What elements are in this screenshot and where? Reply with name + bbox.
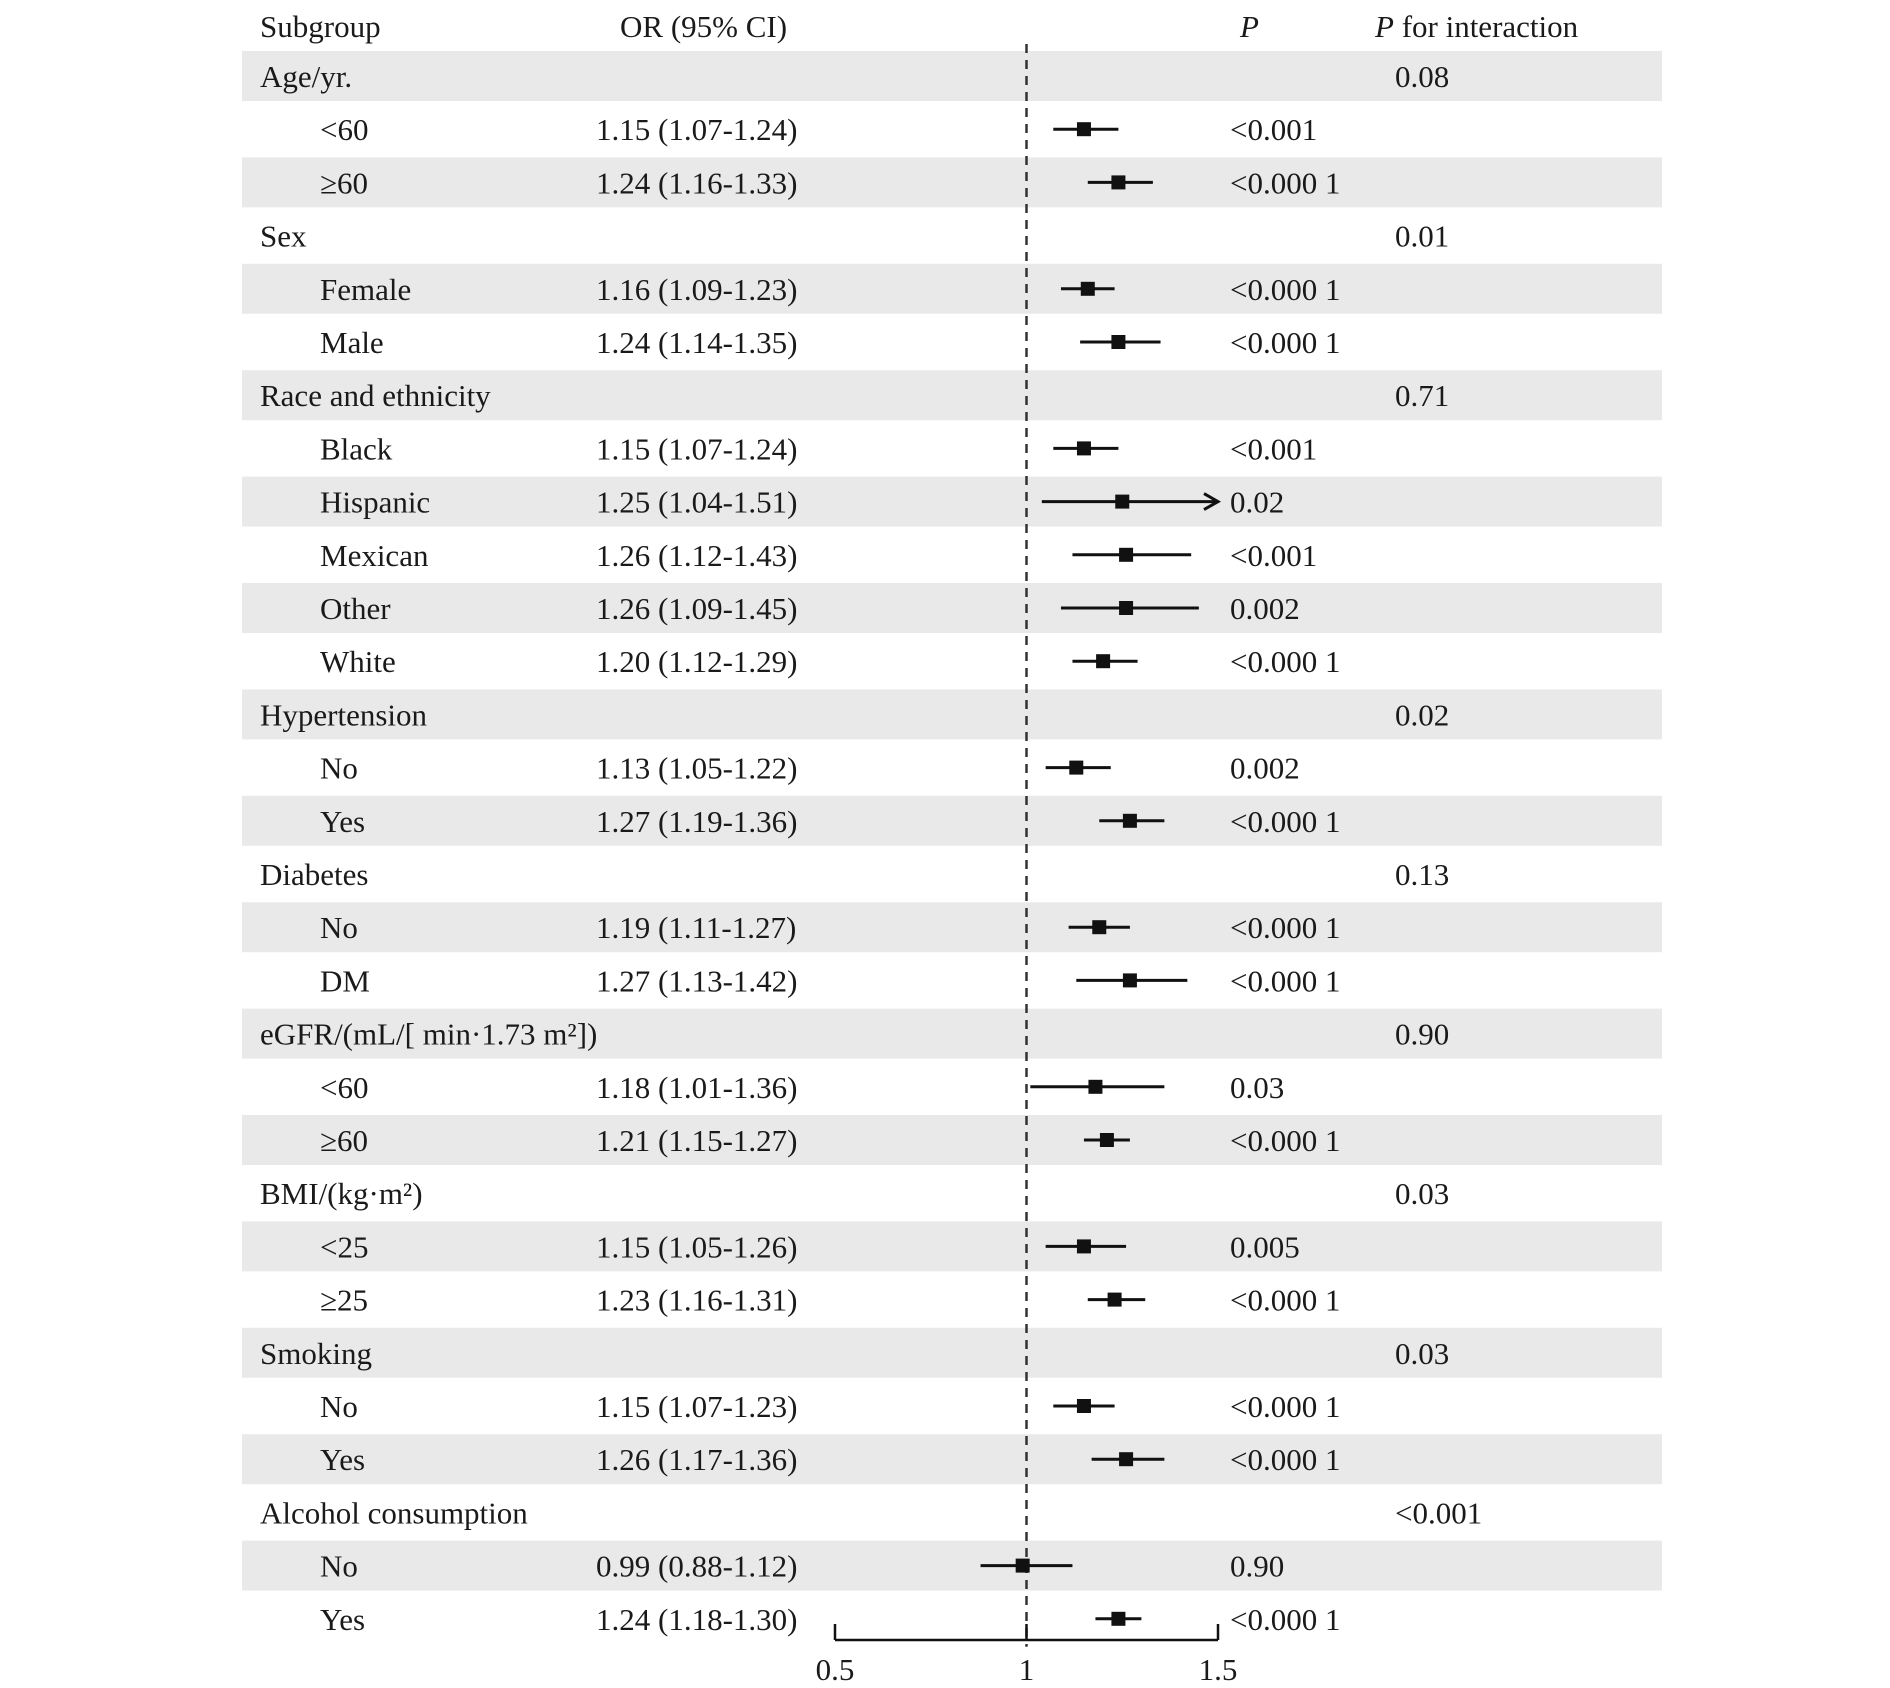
or-point	[1115, 495, 1129, 509]
row-band	[242, 477, 1662, 527]
or-point	[1016, 1559, 1030, 1573]
subgroup-row	[320, 963, 1340, 998]
or-ci-text: 1.26 (1.17-1.36)	[596, 1442, 798, 1478]
subgroup-label: White	[320, 644, 396, 680]
subgroup-label: Other	[320, 591, 391, 626]
p-interaction-value: 0.03	[1395, 1176, 1450, 1212]
p-interaction-value: 0.90	[1395, 1016, 1450, 1052]
or-ci-text: 1.21 (1.15-1.27)	[596, 1123, 798, 1158]
or-ci-text: 1.15 (1.07-1.23)	[596, 1389, 798, 1424]
or-ci-text: 1.27 (1.19-1.36)	[596, 803, 798, 839]
group-label: eGFR/(mL/[ min·1.73 m²])	[260, 1016, 598, 1052]
p-value: <0.000 1	[1230, 963, 1341, 999]
subgroup-label: Mexican	[320, 537, 429, 573]
subgroup-label: <25	[320, 1229, 369, 1265]
or-point	[1119, 601, 1133, 615]
p-value: <0.001	[1230, 537, 1318, 573]
or-point	[1081, 282, 1095, 296]
subgroup-label: <60	[320, 1069, 369, 1105]
subgroup-row	[320, 644, 1340, 679]
p-value: <0.000 1	[1230, 271, 1341, 307]
or-point	[1088, 1080, 1102, 1094]
group-label: BMI/(kg·m²)	[260, 1176, 423, 1212]
header-or-ci: OR (95% CI)	[620, 9, 788, 44]
group-row	[260, 219, 1449, 254]
subgroup-label: No	[320, 910, 358, 946]
subgroup-label: Yes	[320, 1601, 366, 1637]
p-interaction-value: 0.13	[1395, 857, 1450, 892]
subgroup-label: Yes	[320, 803, 366, 839]
p-value: <0.000 1	[1230, 1442, 1341, 1478]
group-label: Hypertension	[260, 697, 428, 733]
or-point	[1119, 548, 1133, 562]
row-band	[242, 796, 1662, 846]
p-interaction-value: 0.01	[1395, 218, 1450, 254]
row-band	[242, 157, 1662, 207]
subgroup-label: Male	[320, 325, 384, 360]
or-ci-text: 1.19 (1.11-1.27)	[596, 910, 797, 946]
or-ci-text: 0.99 (0.88-1.12)	[596, 1548, 798, 1584]
p-value: <0.000 1	[1230, 325, 1341, 360]
subgroup-row	[320, 112, 1317, 147]
p-value: <0.000 1	[1230, 1123, 1341, 1158]
subgroup-label: Hispanic	[320, 484, 431, 520]
row-band	[242, 1434, 1662, 1484]
or-point	[1108, 1293, 1122, 1307]
subgroup-label: Black	[320, 431, 393, 467]
subgroup-row	[320, 538, 1317, 573]
or-ci-text: 1.13 (1.05-1.22)	[596, 750, 798, 786]
subgroup-row	[320, 1070, 1284, 1105]
group-label: Smoking	[260, 1335, 372, 1371]
p-value: 0.002	[1230, 750, 1300, 786]
p-interaction-value: 0.03	[1395, 1335, 1450, 1371]
or-ci-text: 1.26 (1.12-1.43)	[596, 537, 798, 573]
group-row	[260, 1176, 1449, 1211]
p-value: 0.03	[1230, 1069, 1285, 1105]
subgroup-row	[320, 325, 1340, 360]
header-p-interaction-italic: P	[1375, 9, 1394, 44]
row-band	[242, 583, 1662, 633]
subgroup-label: ≥25	[320, 1282, 369, 1318]
group-row	[260, 857, 1449, 892]
row-band	[242, 264, 1662, 314]
x-tick-label: 0.5	[815, 1652, 855, 1687]
or-ci-text: 1.15 (1.07-1.24)	[596, 112, 798, 148]
subgroup-label: No	[320, 1548, 358, 1584]
group-label: Diabetes	[260, 857, 369, 892]
subgroup-row	[320, 1389, 1340, 1424]
subgroup-row	[320, 1602, 1340, 1637]
or-point	[1096, 654, 1110, 668]
p-value: <0.000 1	[1230, 165, 1341, 201]
subgroup-row	[320, 431, 1317, 466]
subgroup-label: No	[320, 750, 358, 786]
subgroup-label: No	[320, 1389, 358, 1424]
or-point	[1111, 175, 1125, 189]
or-ci-text: 1.24 (1.14-1.35)	[596, 325, 798, 360]
group-label: Alcohol consumption	[260, 1495, 528, 1531]
or-ci-text: 1.15 (1.05-1.26)	[596, 1229, 798, 1265]
subgroup-label: Female	[320, 271, 412, 307]
table-header	[260, 9, 1579, 44]
p-interaction-value: <0.001	[1395, 1495, 1483, 1531]
p-value: 0.005	[1230, 1229, 1300, 1265]
p-value: <0.001	[1230, 431, 1318, 467]
group-label: Sex	[260, 218, 307, 254]
row-band	[242, 1221, 1662, 1271]
or-point	[1077, 1239, 1091, 1253]
row-band	[242, 1115, 1662, 1165]
p-value: 0.90	[1230, 1548, 1285, 1584]
x-axis	[816, 1624, 1238, 1687]
group-label: Race and ethnicity	[260, 378, 491, 414]
subgroup-label: ≥60	[320, 165, 369, 201]
p-value: <0.000 1	[1230, 910, 1341, 946]
x-tick-label: 1.5	[1198, 1652, 1238, 1687]
subgroup-label: DM	[320, 963, 370, 999]
p-value: <0.000 1	[1230, 803, 1341, 839]
or-ci-text: 1.24 (1.16-1.33)	[596, 165, 798, 201]
or-ci-text: 1.15 (1.07-1.24)	[596, 431, 798, 467]
header-p: P	[1240, 9, 1259, 44]
or-point	[1069, 761, 1083, 775]
or-point	[1111, 1612, 1125, 1626]
p-value: <0.000 1	[1230, 1601, 1341, 1637]
or-point	[1077, 122, 1091, 136]
group-row	[260, 1495, 1482, 1530]
or-ci-text: 1.16 (1.09-1.23)	[596, 271, 798, 307]
header-p-interaction	[1374, 9, 1579, 44]
or-ci-text: 1.23 (1.16-1.31)	[596, 1282, 798, 1318]
p-value: <0.000 1	[1230, 1282, 1341, 1318]
x-tick-label: 1	[1018, 1652, 1035, 1687]
or-point	[1077, 1399, 1091, 1413]
or-ci-text: 1.20 (1.12-1.29)	[596, 644, 798, 680]
p-value: <0.000 1	[1230, 1389, 1341, 1424]
or-ci-text: 1.18 (1.01-1.36)	[596, 1069, 798, 1105]
subgroup-label: ≥60	[320, 1123, 369, 1158]
or-point	[1077, 441, 1091, 455]
p-interaction-value: 0.71	[1395, 378, 1450, 414]
or-ci-text: 1.27 (1.13-1.42)	[596, 963, 798, 999]
or-point	[1111, 335, 1125, 349]
or-point	[1100, 1133, 1114, 1147]
subgroup-row	[320, 751, 1300, 786]
or-ci-text: 1.25 (1.04-1.51)	[596, 484, 798, 520]
subgroup-label: Yes	[320, 1442, 366, 1478]
group-label: Age/yr.	[260, 59, 353, 94]
p-value: 0.02	[1230, 484, 1285, 520]
p-value: <0.000 1	[1230, 644, 1341, 680]
or-ci-text: 1.26 (1.09-1.45)	[596, 591, 798, 626]
or-ci-text: 1.24 (1.18-1.30)	[596, 1601, 798, 1637]
p-interaction-value: 0.02	[1395, 697, 1450, 733]
p-interaction-value: 0.08	[1395, 59, 1450, 94]
p-value: <0.001	[1230, 112, 1318, 148]
or-point	[1123, 973, 1137, 987]
header-subgroup: Subgroup	[260, 9, 381, 44]
header-p-interaction-rest: for interaction	[1393, 9, 1579, 44]
subgroup-row	[320, 1283, 1340, 1318]
or-point	[1123, 814, 1137, 828]
row-band	[242, 1541, 1662, 1591]
subgroup-label: <60	[320, 112, 369, 148]
p-value: 0.002	[1230, 591, 1300, 626]
row-band	[242, 902, 1662, 952]
or-point	[1092, 920, 1106, 934]
or-point	[1119, 1452, 1133, 1466]
